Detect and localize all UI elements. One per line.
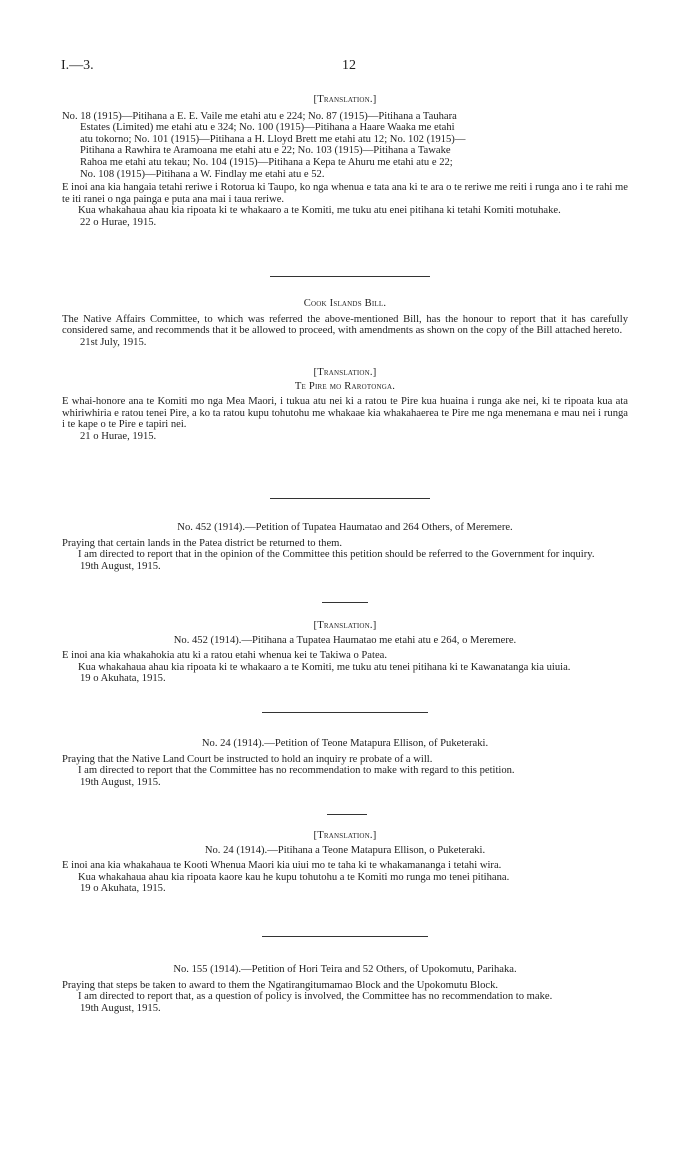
report-text: Kua whakahaua ahau kia ripoata ki te whakaaro a te Komiti, me tuku atu enei pitihana ki tetahi Komiti motuhake.	[78, 205, 561, 217]
petition-452-english	[62, 522, 628, 572]
petition-list-line: Pitihana a Rawhira te Aramoana me etahi atu e 22; No. 103 (1915)—Pitihana a Tawake	[80, 145, 451, 157]
translation-section-rarotonga-bill	[62, 367, 628, 443]
petition-title: No. 452 (1914).—Pitihana a Tupatea Haumatao me etahi atu e 264, o Meremere.	[173, 634, 517, 646]
report-date: 19th August, 1915.	[80, 560, 161, 572]
report-date: 22 o Hurae, 1915.	[80, 216, 157, 228]
report-date: 21st July, 1915.	[80, 336, 147, 348]
petition-title: No. 452 (1914).—Petition of Tupatea Haumatao and 264 Others, of Meremere.	[177, 522, 513, 533]
petition-title: No. 24 (1914).—Pitihana a Teone Matapura Ellison, o Puketeraki.	[204, 844, 486, 856]
prayer-text: Praying that the Native Land Court be instructed to hold an inquiry re probate of a will.	[62, 753, 433, 765]
petition-155-english	[62, 964, 628, 1014]
report-date: 19th August, 1915.	[80, 776, 161, 788]
divider	[327, 814, 367, 815]
translation-section-petition-24	[62, 830, 628, 895]
translation-section-petition-452	[62, 620, 628, 685]
divider	[270, 276, 430, 277]
prayer-text: E inoi ana kia hangaia tetahi reriwe i Rotorua ki Taupo, ko nga whenua e tata ana ki te ara o te reriwe me reiti i runga ano i te rahi me te iti ranei o nga painga e puta ana mai i taua reriwe.	[62, 182, 628, 205]
page-number: 12	[342, 58, 356, 73]
report-text: The Native Affairs Committee, to which was referred the above-mentioned Bill, has the honour to report that it has carefully considered same, and recommends that it be allowed to proceed, with amendments as shown on the copy of the Bill attached hereto.	[62, 313, 628, 337]
translation-section-petitions-rotorua	[62, 94, 628, 229]
divider	[262, 712, 428, 713]
report-text: Kua whakahaua ahau kia ripoata ki te whakaaro a te Komiti, me tuku atu tenei pitihana ki te Kawanatanga kia uiuia.	[78, 661, 571, 673]
prayer-text: Praying that steps be taken to award to them the Ngatirangitumamao Block and the Upokomutu Block.	[62, 979, 499, 991]
section-code: I.—3.	[61, 58, 94, 73]
report-text: E whai-honore ana te Komiti mo nga Mea Maori, i tukua atu nei ki a ratou te Pire kua huaina i runga ake nei, ki te ripoata kua ata whiriwhiria e ratou tenei Pire, a ko ta ratou kupu tohutohu me whakaae kia whakahaerea te Pire me nga menemana e mau nei i runga i te kape o te Pire e tapiri nei.	[62, 396, 628, 431]
translation-heading: [Translation.]	[313, 620, 377, 631]
translation-heading: [Translation.]	[313, 830, 377, 841]
bill-title: Te Pire mo Rarotonga.	[294, 380, 396, 392]
report-text: I am directed to report that the Committee has no recommendation to make with regard to this petition.	[78, 765, 515, 777]
petition-title: No. 155 (1914).—Petition of Hori Teira and 52 Others, of Upokomutu, Parihaka.	[173, 964, 517, 975]
report-date: 21 o Hurae, 1915.	[80, 430, 157, 442]
prayer-text: E inoi ana kia whakahokia atu ki a ratou etahi whenua kei te Takiwa o Patea.	[62, 650, 387, 662]
section-cook-islands-bill	[62, 298, 628, 348]
petition-list-line: Estates (Limited) me etahi atu e 324; No. 100 (1915)—Pitihana a Haare Waaka me etahi	[80, 122, 455, 134]
petition-list-line: No. 108 (1915)—Pitihana a W. Findlay me etahi atu e 52.	[80, 168, 325, 180]
divider	[322, 602, 368, 603]
report-date: 19 o Akuhata, 1915.	[80, 673, 166, 685]
report-date: 19th August, 1915.	[80, 1002, 161, 1014]
report-text: I am directed to report that in the opinion of the Committee this petition should be referred to the Government for inquiry.	[78, 549, 595, 561]
divider	[270, 498, 430, 499]
report-date: 19 o Akuhata, 1915.	[80, 883, 166, 895]
petition-list-line: No. 18 (1915)—Pitihana a E. E. Vaile me etahi atu e 224; No. 87 (1915)—Pitihana a Tauhara	[62, 110, 457, 122]
translation-heading: [Translation.]	[313, 367, 377, 378]
petition-list	[62, 111, 628, 181]
translation-heading: [Translation.]	[313, 94, 377, 105]
report-text: I am directed to report that, as a question of policy is involved, the Committee has no recommendation to make.	[78, 991, 553, 1003]
petition-24-english	[62, 738, 628, 788]
divider	[262, 936, 428, 937]
prayer-text: E inoi ana kia whakahaua te Kooti Whenua Maori kia uiui mo te taha ki te whakamananga i tetahi wira.	[62, 860, 502, 872]
petition-title: No. 24 (1914).—Petition of Teone Matapura Ellison, of Puketeraki.	[201, 738, 489, 749]
prayer-text: Praying that certain lands in the Patea district be returned to them.	[62, 537, 343, 549]
petition-list-line: atu tokorno; No. 101 (1915)—Pitihana a H. Lloyd Brett me etahi atu 12; No. 102 (1915)—	[80, 133, 466, 145]
report-text: Kua whakahaua ahau kia ripoata kaore kau he kupu tohutohu a te Komiti mo runga mo tenei pitihana.	[78, 871, 510, 883]
bill-title: Cook Islands Bill.	[303, 298, 387, 309]
petition-list-line: Rahoa me etahi atu tekau; No. 104 (1915)—Pitihana a Kepa te Ahuru me etahi atu e 22;	[80, 156, 453, 168]
